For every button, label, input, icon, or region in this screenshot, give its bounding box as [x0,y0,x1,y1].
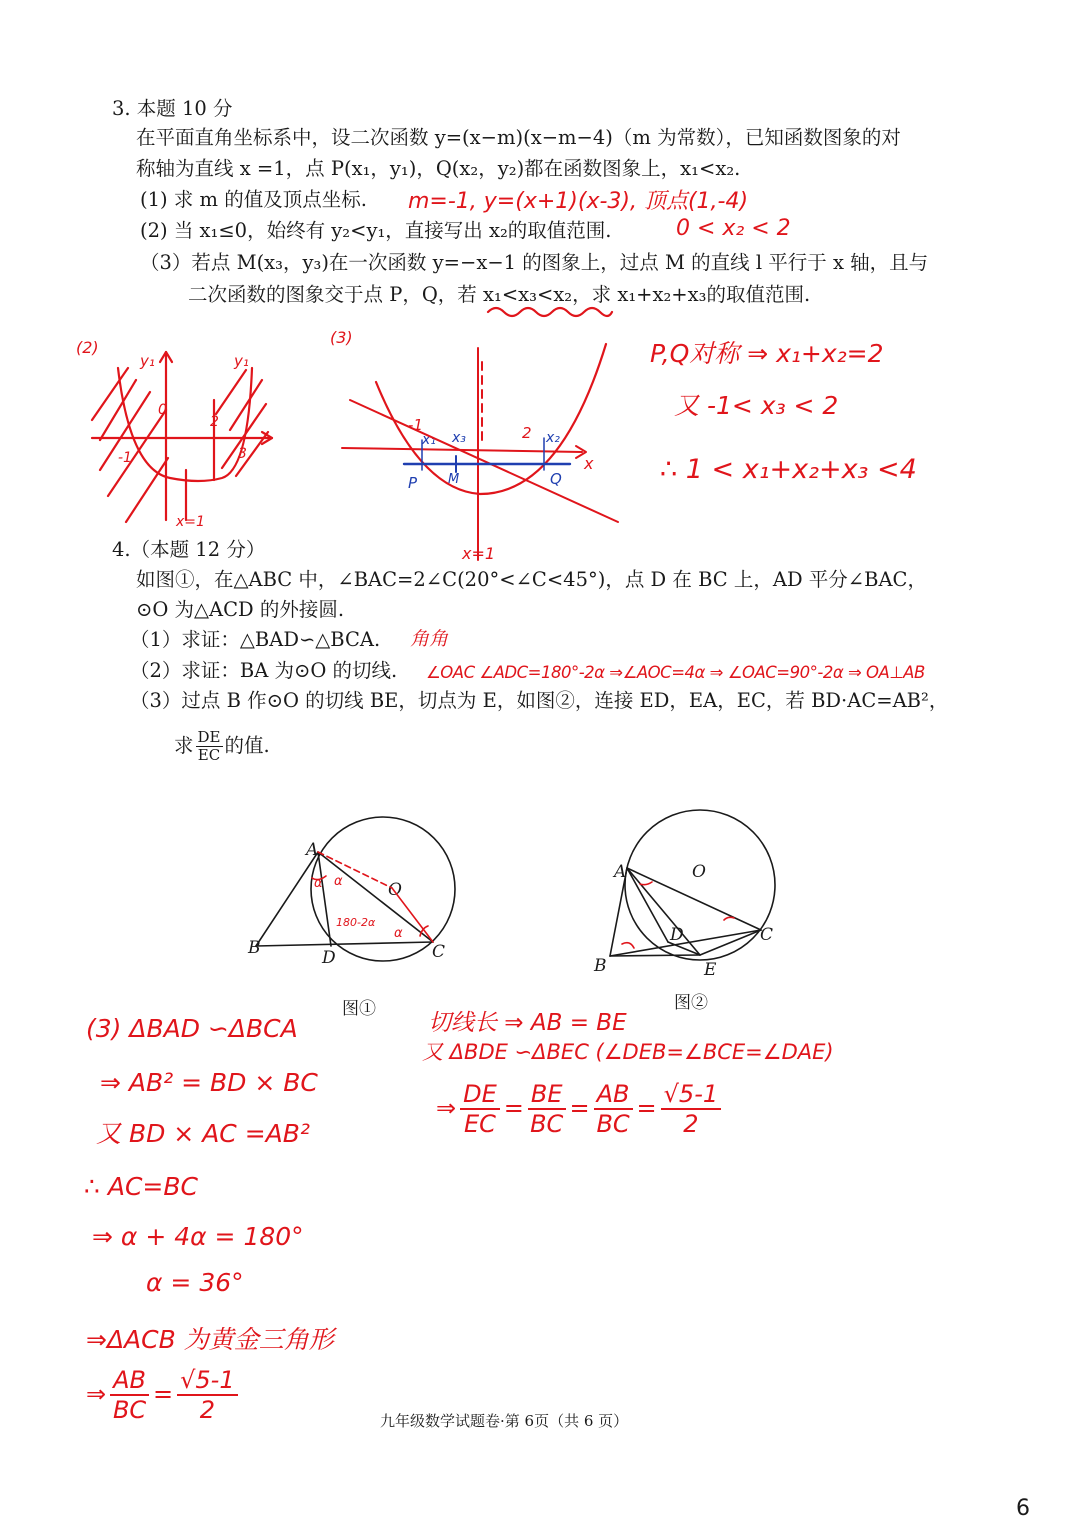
fig2-A: A [614,862,627,882]
sol-r3-d1: EC [463,1110,496,1138]
sol-r3-n3: AB [594,1080,633,1110]
sol-line2: ⇒ AB² = BD × BC [100,1068,318,1097]
fig1-alpha-2: α [334,874,343,889]
sol-line8-rnum: √5-1 [177,1366,238,1396]
sol-line3: 又 BD × AC =AB² [96,1119,310,1148]
g2-minus1: -1 [118,450,132,466]
q3-part3a: （3）若点 M(x₃，y₃)在一次函数 y=−x−1 的图象上，过点 M 的直线 l 平行于 x 轴，且与 [140,251,929,274]
q4-line2: ⊙O 为△ACD 的外接圆. [136,598,345,621]
q3-part1: (1) 求 m 的值及顶点坐标. [140,188,367,211]
q3-answer2: 0 < x₂ < 2 [676,216,791,241]
fig1-C: C [432,942,446,962]
fig2-O: O [692,862,706,882]
fig1-O: O [388,880,402,900]
fig1-A: A [306,840,319,860]
sol-line8-arrow: ⇒ [86,1380,107,1408]
q4-part3: （3）过点 B 作⊙O 的切线 BE，切点为 E，如图②，连接 ED，EA，EC，若 BD·AC=AB²， [130,689,949,712]
sol-r3-n2: BE [528,1080,566,1110]
fig1-D: D [322,948,336,968]
g3-M: M [448,472,460,487]
q4-part3b-pre: 求 [174,734,194,757]
sol-line8-rden: 2 [199,1396,215,1424]
g3-minus1: -1 [408,416,423,434]
q4-frac-num: DE [197,728,221,746]
fig1-alpha-3: α [394,926,403,941]
g3-x-label: x [584,454,594,473]
sol-r3-eq1: = [503,1094,524,1122]
figure1 [256,817,455,961]
sol-r3-d4: 2 [683,1110,699,1138]
sol-r3-n1: DE [460,1080,500,1110]
sol-r3-eq2: = [569,1094,590,1122]
q3-answer1: m=-1, y=(x+1)(x-3), 顶点(1,-4) [408,189,749,214]
q3-note2: 又 -1< x₃ < 2 [674,391,839,420]
q3-note1: P,Q对称 ⇒ x₁+x₂=2 [650,339,884,368]
fig1-alpha-1: α [314,876,323,891]
sol-line1: (3) ΔBAD ∽ΔBCA [86,1014,298,1043]
fig2-C: C [760,925,774,945]
graph2-label: (2) [76,338,99,357]
g2-three: 3 [238,446,247,462]
sol-line7: ⇒ΔACB 为黄金三角形 [86,1325,334,1354]
sol-r3-n4: √5-1 [661,1080,722,1110]
g3-x1: x₁ [422,432,436,448]
q4-frac-den: EC [197,746,221,764]
sol-r3-d2: BC [530,1110,564,1138]
q3-line2: 称轴为直线 x =1，点 P(x₁，y₁)，Q(x₂，y₂)都在函数图象上，x₁<x₂. [136,157,741,180]
g2-y1-right: y₁ [234,352,249,370]
g2-two: 2 [210,414,219,430]
graph2 [92,352,272,522]
g2-origin: 0 [158,402,167,418]
g2-axis-label: x=1 [176,514,205,530]
q4-answer1: 角角 [410,628,449,650]
q3-part3b: 二次函数的图象交于点 P，Q，若 x₁<x₃<x₂，求 x₁+x₂+x₃的取值范围. [188,283,811,306]
sol-right-line1: 切线长 ⇒ AB = BE [428,1010,627,1036]
fig2-caption: 图② [674,993,708,1013]
sol-line8-den: BC [112,1396,147,1424]
q3-header: 3. 本题 10 分 [112,97,233,120]
graph3 [342,344,618,560]
sol-line4: ∴ AC=BC [84,1172,198,1201]
sol-r3-eq3: = [636,1094,657,1122]
sol-line5: ⇒ α + 4α = 180° [92,1222,304,1251]
fig1-B: B [248,938,261,958]
g3-x2: x₂ [546,430,560,446]
g3-axis-label: x=1 [462,544,496,563]
sol-line8-num: AB [110,1366,149,1396]
q3-line1: 在平面直角坐标系中，设二次函数 y=(x−m)(x−m−4)（m 为常数），已知函数图象的对 [136,126,901,149]
sol-right-line2: 又 ΔBDE ∽ΔBEC (∠DEB=∠BCE=∠DAE) [422,1040,834,1064]
q4-part2: （2）求证：BA 为⊙O 的切线. [130,659,398,682]
q4-part3b-post: 的值. [224,734,270,757]
q4-answer2: ∠OAC ∠ADC=180°-2α ⇒∠AOC=4α ⇒ ∠OAC=90°-2α ⇒ OA⊥AB [426,663,925,682]
q4-header: 4.（本题 12 分） [112,538,266,561]
sol-r3-d3: BC [596,1110,630,1138]
q3-note3: ∴ 1 < x₁+x₂+x₃ <4 [660,454,917,485]
q3-part2: (2) 当 x₁≤0，始终有 y₂<y₁，直接写出 x₂的取值范围. [140,219,612,242]
page-number: 6 [1016,1496,1030,1521]
q4-part1: （1）求证：△BAD∽△BCA. [130,628,381,651]
graph3-label: (3) [330,328,353,347]
g3-Q: Q [550,470,562,488]
fig2-E: E [704,960,717,980]
sol-line8-eq: = [153,1380,174,1408]
q3-wavy-underline [488,308,612,316]
figure2 [610,810,775,960]
fig1-angle: 180-2α [336,916,376,929]
q4-line1: 如图①，在△ABC 中，∠BAC=2∠C(20°<∠C<45°)，点 D 在 BC 上，AD 平分∠BAC， [136,568,927,591]
g3-x3: x₃ [452,430,466,446]
fig2-B: B [594,956,607,976]
g2-y1-left: y₁ [140,352,155,370]
g3-P: P [408,474,418,492]
fig1-caption: 图① [342,999,376,1019]
sol-r3-arrow: ⇒ [436,1094,457,1122]
sol-line6: α = 36° [146,1268,244,1297]
g3-two: 2 [522,424,532,442]
page-footer: 九年级数学试题卷·第 6页（共 6 页） [380,1412,629,1430]
fig2-D: D [670,925,684,945]
